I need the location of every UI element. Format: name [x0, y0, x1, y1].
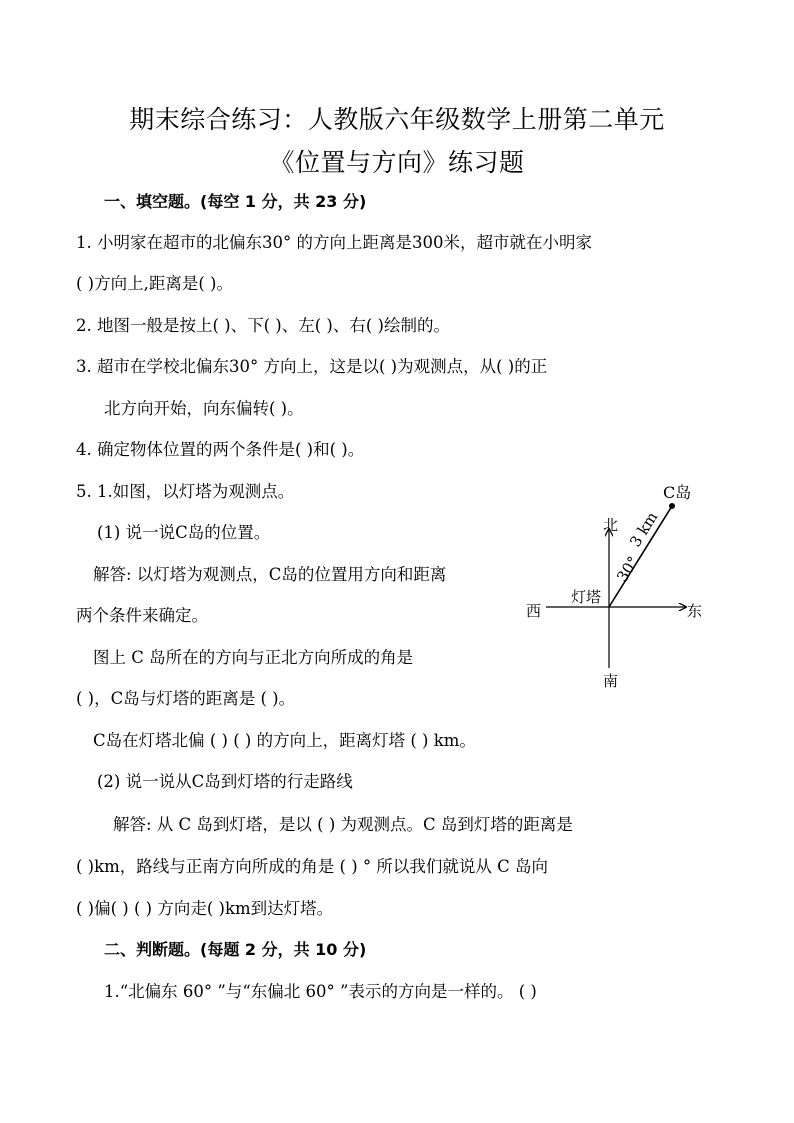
judge-question-1: 1.“北偏东 60° ”与“东偏北 60° ”表示的方向是一样的。 ( ) [104, 982, 537, 1001]
section-1-heading: 一、填空题。(每空 1 分，共 23 分) [104, 192, 367, 211]
north-label: 北 [603, 516, 619, 534]
question-5-part-2: (2) 说一说从C岛到灯塔的行走路线 [97, 772, 353, 791]
distance-label: 3 km [626, 508, 662, 551]
title-line-1: 期末综合练习：人教版六年级数学上册第二单元 [129, 105, 665, 134]
island-label: C岛 [663, 483, 692, 502]
question-3-line-2: 北方向开始，向东偏转( )。 [104, 399, 304, 418]
answer-5-1-line-5: C岛在灯塔北偏 ( ) ( ) 的方向上，距离灯塔 ( ) km。 [93, 731, 476, 750]
lighthouse-label: 灯塔 [571, 588, 602, 606]
question-5: 5. 1.如图，以灯塔为观测点。 [76, 482, 295, 501]
answer-5-1-line-1: 解答: 以灯塔为观测点，C岛的位置用方向和距离 [93, 565, 447, 584]
question-4: 4. 确定物体位置的两个条件是( )和( )。 [76, 440, 365, 459]
question-2: 2. 地图一般是按上( )、下( )、左( )、右( )绘制的。 [76, 316, 450, 335]
answer-5-2-line-3: ( )偏( ) ( ) 方向走( )km到达灯塔。 [76, 899, 334, 918]
answer-5-1-line-2: 两个条件来确定。 [76, 606, 208, 625]
section-2-heading: 二、判断题。(每题 2 分，共 10 分) [104, 940, 367, 959]
question-1-line-2: ( )方向上,距离是( )。 [76, 274, 233, 293]
answer-5-2-line-1: 解答: 从 C 岛到灯塔，是以 ( ) 为观测点。C 岛到灯塔的距离是 [113, 815, 573, 834]
title-line-2: 《位置与方向》练习题 [269, 148, 525, 177]
east-label: 东 [687, 602, 703, 620]
question-3-line-1: 3. 超市在学校北偏东30° 方向上，这是以( )为观测点，从( )的正 [76, 357, 548, 376]
island-point [669, 503, 675, 509]
west-label: 西 [526, 602, 542, 620]
answer-5-1-line-3: 图上 C 岛所在的方向与正北方向所成的角是 [93, 648, 414, 667]
angle-label: 30° [613, 553, 643, 586]
answer-5-1-line-4: ( )，C岛与灯塔的距离是 ( )。 [76, 689, 296, 708]
south-label: 南 [603, 672, 619, 690]
answer-5-2-line-2: ( )km，路线与正南方向所成的角是 ( ) ° 所以我们就说从 C 岛向 [76, 857, 548, 876]
question-5-part-1: (1) 说一说C岛的位置。 [97, 523, 271, 542]
question-1-line-1: 1. 小明家在超市的北偏东30° 的方向上距离是300米，超市就在小明家 [76, 233, 592, 252]
